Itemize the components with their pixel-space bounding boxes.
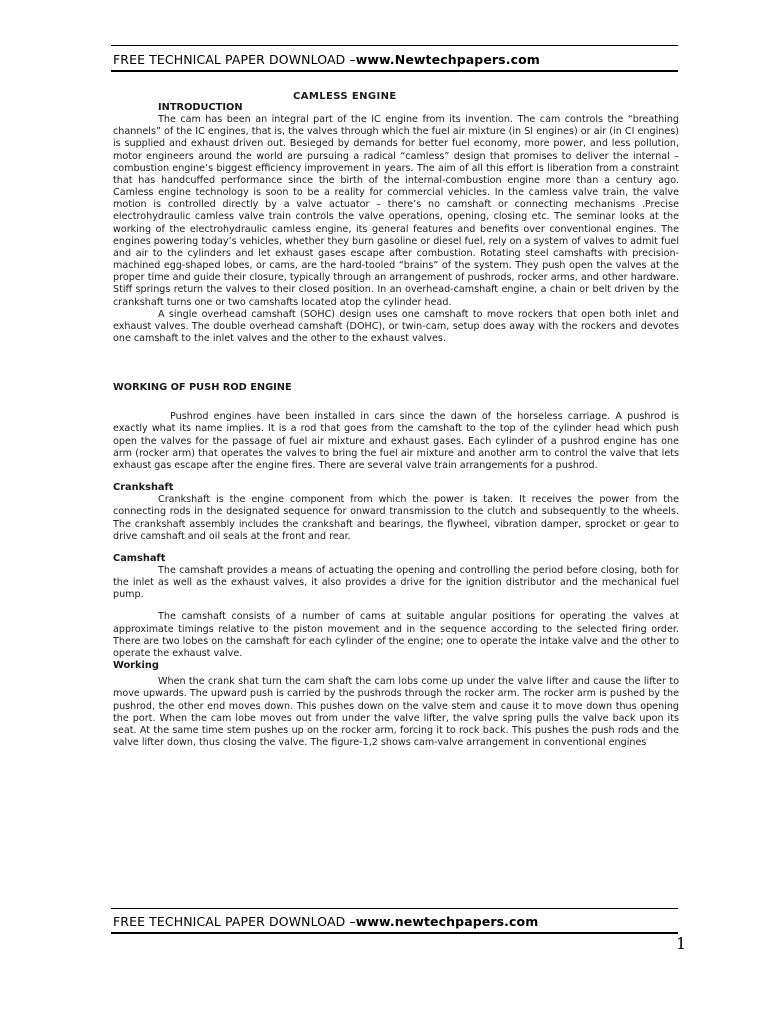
document-title: CAMLESS ENGINE (293, 91, 397, 102)
working-heading: Working (113, 660, 159, 672)
working-paragraph: When the crank shat turn the cam shaft the cam lobs come up under the valve lifter and cause the lifter to move upwards. The upward push is carried by the pushrods through the rocker arm. The rocker arm is pushed by the pushrod, the other end moves down. This pushes down on the valve stem and cause it to move down thus opening the port. When the cam lobe moves out from under the valve lifter, the valve spring pulls the valve back upon its seat. At the same time stem pushes up on the rocker arm, forcing it to rock back. This pushes the push rods and the valve lifter down, thus closing the valve. The figure-1,2 shows cam-valve arrangement in conventional engines (113, 676, 679, 749)
header-site-link[interactable]: www.Newtechpapers.com (355, 52, 540, 67)
header-rule-bottom (111, 70, 678, 72)
footer-rule-bottom (111, 932, 678, 934)
section-spacer (113, 543, 679, 553)
crankshaft-heading: Crankshaft (113, 482, 174, 494)
footer-rule-top (111, 908, 678, 909)
section-spacer (113, 394, 679, 411)
crankshaft-paragraph: Crankshaft is the engine component from which the power is taken. It receives the power from the connecting rods in the designated sequence for onward transmission to the clutch and subsequently to the wheels. The crankshaft assembly includes the crankshaft and bearings, the flywheel, vibration damper, sprocket or gear to drive camshaft and oil seals at the front and rear. (113, 494, 679, 542)
document-body (113, 102, 679, 749)
introduction-heading: INTRODUCTION (158, 102, 243, 113)
paragraph-spacer (113, 601, 679, 611)
page-number: 1 (676, 934, 687, 953)
push-rod-heading: WORKING OF PUSH ROD ENGINE (113, 382, 292, 394)
section-spacer (113, 472, 679, 482)
footer-site-link[interactable]: www.newtechpapers.com (355, 914, 539, 929)
introduction-paragraph-1: The cam has been an integral part of the IC engine from its invention. The cam controls the “breathing channels” of the IC engines, that is, the valves through which the fuel air mixture (in SI engines) or air (in CI engines) is supplied and exhaust driven out. Besieged by demands for better fuel economy, more power, and less pollution, motor engineers around the world are pursuing a radical “camless” design that promises to deliver the internal – combustion engine’s biggest efficiency improvement in years. The aim of all this effort is liberation from a constraint that has handcuffed performance since the birth of the internal-combustion engine more than a century ago. Camless engine technology is soon to be a reality for commercial vehicles. In the camless valve train, the valve motion is controlled directly by a valve actuator – there’s no camshaft or connecting mechanisms .Precise electrohydraulic camless valve train controls the valve operations, opening, closing etc. The seminar looks at the working of the electrohydraulic camless engine, its general features and benefits over conventional engines. The engines powering today’s vehicles, whether they burn gasoline or diesel fuel, rely on a system of valves to admit fuel and air to the cylinders and let exhaust gases escape after combustion. Rotating steel camshafts with precision-machined egg-shaped lobes, or cams, are the hard-tooled “brains” of the system. They push open the valves at the proper time and guide their closure, typically through an arrangement of pushrods, rocker arms, and other hardware. Stiff springs return the valves to their closed position. In an overhead-camshaft engine, a chain or belt driven by the crankshaft turns one or two camshafts located atop the cylinder head. (113, 114, 679, 308)
camshaft-paragraph-2: The camshaft consists of a number of cams at suitable angular positions for operating the valves at approximate timings relative to the piston movement and in the sequence according to the selected firing order. There are two lobes on the camshaft for each cylinder of the engine; one to operate the intake valve and the other to operate the exhaust valve. (113, 611, 679, 659)
page-footer (113, 914, 538, 929)
footer-prefix: FREE TECHNICAL PAPER DOWNLOAD – (113, 914, 356, 929)
page-header (113, 52, 540, 67)
header-rule-top (111, 45, 678, 46)
camshaft-paragraph-1: The camshaft provides a means of actuating the opening and controlling the period before closing, both for the inlet as well as the exhaust valves, it also provides a drive for the ignition distributor and the mechanical fuel pump. (113, 565, 679, 601)
section-spacer (113, 345, 679, 382)
camshaft-heading: Camshaft (113, 552, 166, 564)
header-prefix: FREE TECHNICAL PAPER DOWNLOAD – (113, 52, 356, 67)
introduction-paragraph-2: A single overhead camshaft (SOHC) design uses one camshaft to move rockers that open both inlet and exhaust valves. The double overhead camshaft (DOHC), or twin-cam, setup does away with the rockers and devotes one camshaft to the inlet valves and the other to the exhaust valves. (113, 308, 679, 344)
push-rod-paragraph: Pushrod engines have been installed in cars since the dawn of the horseless carriage. A pushrod is exactly what its name implies. It is a rod that goes from the camshaft to the top of the cylinder head which push open the valves for the passage of fuel air mixture and exhaust gases. Each cylinder of a pushrod engine has one arm (rocker arm) that operates the valves to bring the fuel air mixture and another arm to control the valve that lets exhaust gas escape after the engine fires. There are several valve train arrangements for a pushrod. (113, 411, 679, 471)
